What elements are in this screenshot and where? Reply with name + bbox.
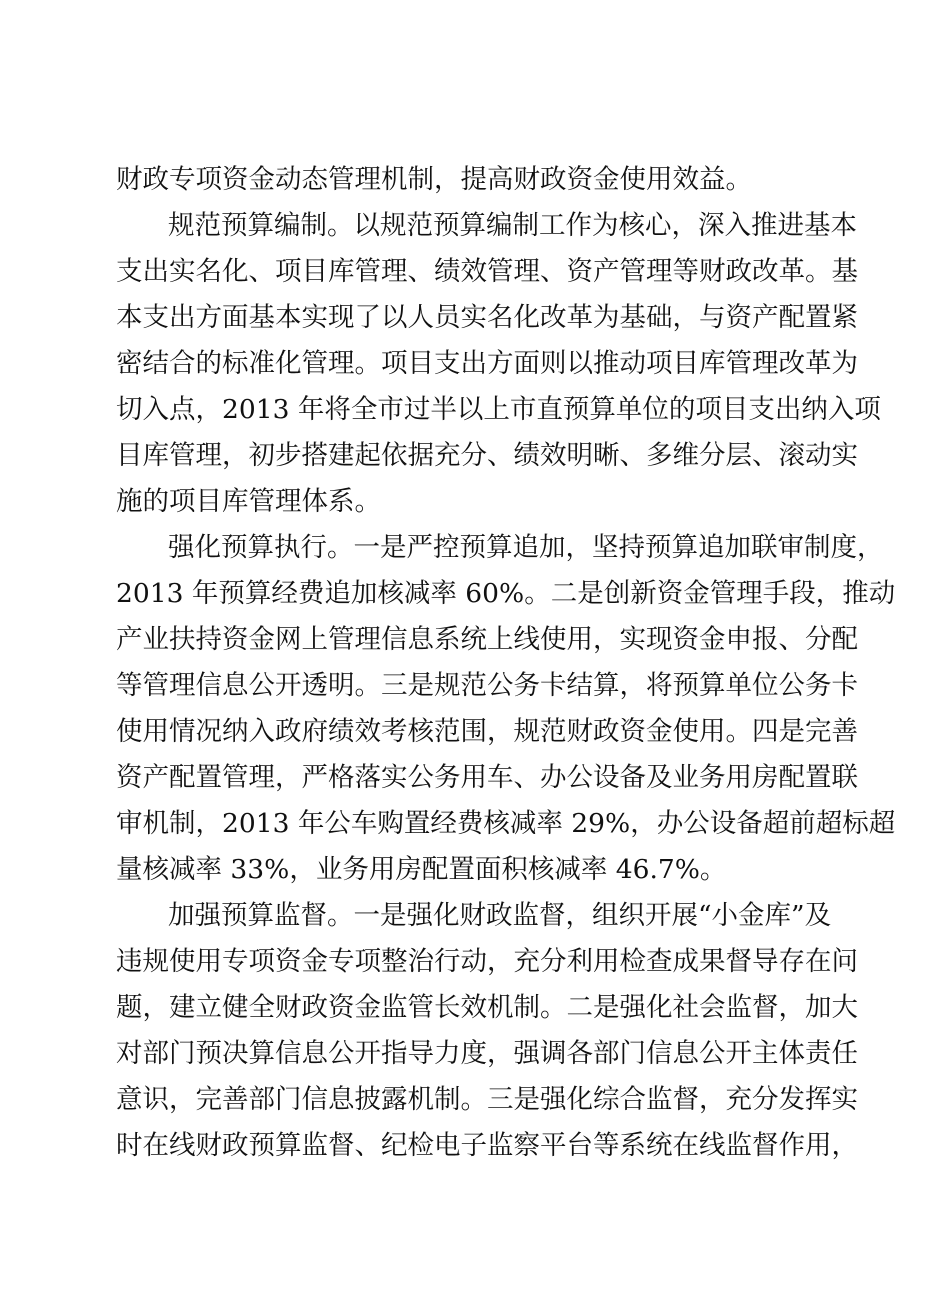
text-line-7: 目库管理，初步搭建起依据充分、绩效明晰、多维分层、滚动实 — [116, 440, 858, 471]
text-line-10: 2013 年预算经费追加核减率 60%。二是创新资金管理手段，推动 — [116, 578, 896, 609]
text-line-4: 本支出方面基本实现了以人员实名化改革为基础，与资产配置紧 — [116, 302, 858, 333]
text-line-14: 资产配置管理，严格落实公务用车、办公设备及业务用房配置联 — [116, 762, 858, 793]
text-line-22: 时在线财政预算监督、纪检电子监察平台等系统在线监督作用， — [116, 1130, 858, 1161]
text-line-15: 审机制，2013 年公车购置经费核减率 29%，办公设备超前超标超 — [116, 808, 896, 839]
text-line-6: 切入点，2013 年将全市过半以上市直预算单位的项目支出纳入项 — [116, 394, 881, 425]
text-line-18: 违规使用专项资金专项整治行动，充分利用检查成果督导存在问 — [116, 946, 858, 977]
text-line-3: 支出实名化、项目库管理、绩效管理、资产管理等财政改革。基 — [116, 256, 858, 287]
text-line-11: 产业扶持资金网上管理信息系统上线使用，实现资金申报、分配 — [116, 624, 858, 655]
text-line-8: 施的项目库管理体系。 — [116, 486, 381, 517]
text-line-19: 题，建立健全财政资金监管长效机制。二是强化社会监督，加大 — [116, 992, 858, 1023]
text-line-5: 密结合的标准化管理。项目支出方面则以推动项目库管理改革为 — [116, 348, 858, 379]
text-line-1: 财政专项资金动态管理机制，提高财政资金使用效益。 — [116, 164, 752, 195]
text-line-9: 强化预算执行。一是严控预算追加，坚持预算追加联审制度， — [168, 532, 884, 563]
text-line-13: 使用情况纳入政府绩效考核范围，规范财政资金使用。四是完善 — [116, 716, 858, 747]
text-line-12: 等管理信息公开透明。三是规范公务卡结算，将预算单位公务卡 — [116, 670, 858, 701]
text-line-16: 量核减率 33%，业务用房配置面积核减率 46.7%。 — [116, 854, 727, 885]
text-line-20: 对部门预决算信息公开指导力度，强调各部门信息公开主体责任 — [116, 1038, 858, 1069]
text-line-21: 意识，完善部门信息披露机制。三是强化综合监督，充分发挥实 — [116, 1084, 858, 1115]
text-line-17: 加强预算监督。一是强化财政监督，组织开展“小金库”及 — [168, 900, 832, 931]
text-line-2: 规范预算编制。以规范预算编制工作为核心，深入推进基本 — [168, 210, 857, 241]
